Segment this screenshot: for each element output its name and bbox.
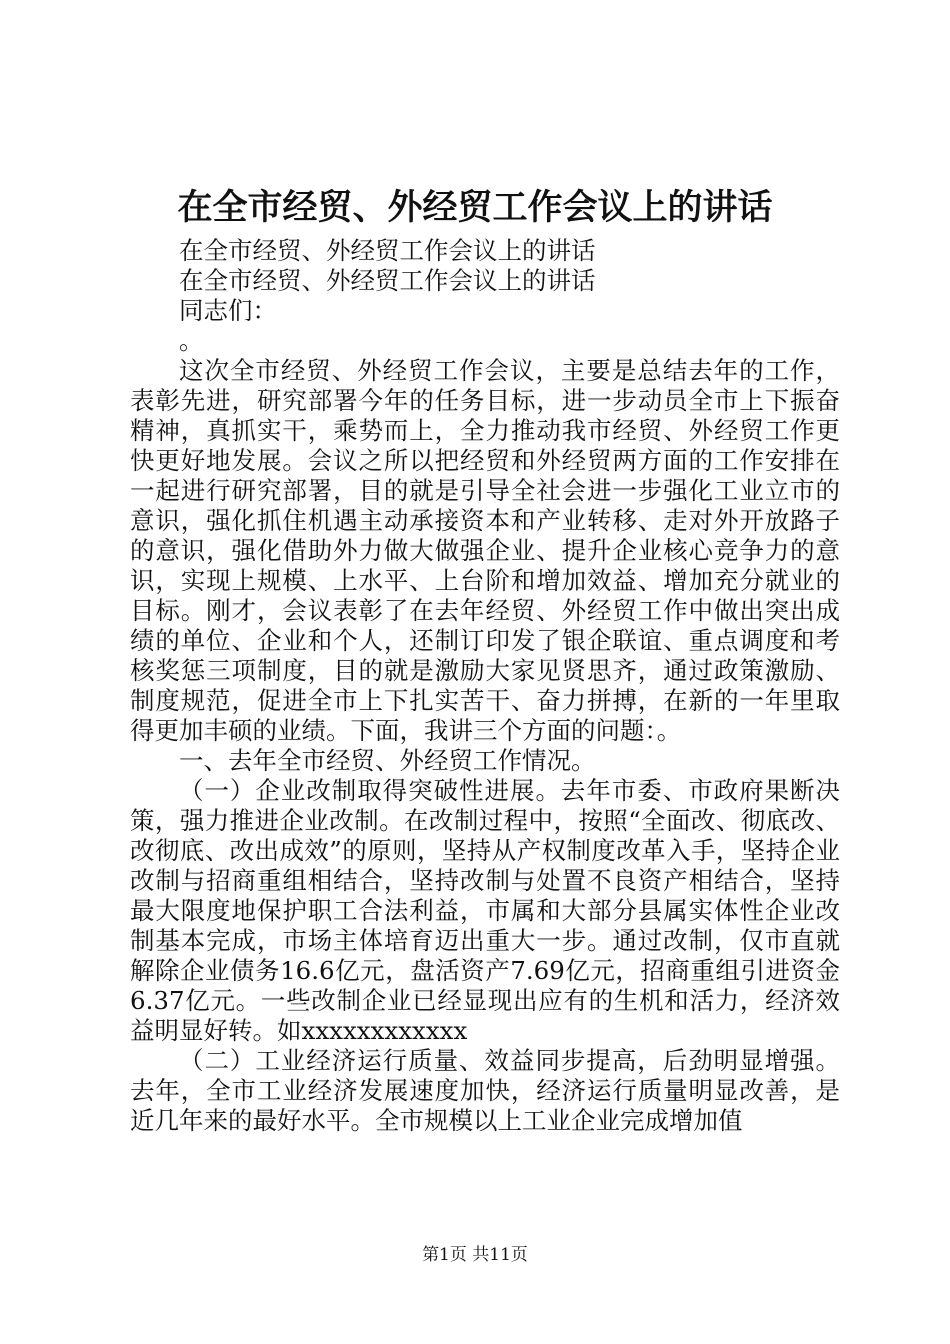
section-heading-1: 一、去年全市经贸、外经贸工作情况。 — [179, 746, 596, 775]
subtitle-line-2: 在全市经贸、外经贸工作会议上的讲话 — [179, 266, 596, 295]
page-number: 第1页 共11页 — [422, 1245, 528, 1265]
paragraph-intro: 这次全市经贸、外经贸工作会议，主要是总结去年的工作，表彰先进，研究部署今年的任务目标，进一步动员全市上下振奋精神，真抓实干，乘势而上，全力推动我市经贸、外经贸工作更快更好地发展。会议之所以把经贸和外经贸两方面的工作安排在一起进行研究部署，目的就是引导全社会进一步强化工业立市的意识，强化抓住机遇主动承接资本和产业转移、走对外开放路子的意识，强化借助外力做大做强企业、提升企业核心竞争力的意识，实现上规模、上水平、上台阶和增加效益、增加充分就业的目标。刚才，会议表彰了在去年经贸、外经贸工作中做出突出成绩的单位、企业和个人，还制订印发了银企联谊、重点调度和考核奖惩三项制度，目的就是激励大家见贤思齐，通过政策激励、制度规范，促进全市上下扎实苦干、奋力拼搏，在新的一年里取得更加丰硕的业绩。下面，我讲三个方面的问题：。 — [130, 356, 840, 745]
subtitle-line-1: 在全市经贸、外经贸工作会议上的讲话 — [179, 236, 596, 265]
paragraph-section-1-2: （二）工业经济运行质量、效益同步提高，后劲明显增强。去年，全市工业经济发展速度加快，经济运行质量明显改善，是近几年来的最好水平。全市规模以上工业企业完成增加值 — [130, 1046, 840, 1135]
document-title: 在全市经贸、外经贸工作会议上的讲话 — [177, 187, 773, 228]
salutation: 同志们： — [179, 296, 277, 325]
document-body — [130, 236, 840, 1136]
dot-line: 。 — [179, 326, 204, 355]
paragraph-section-1-1: （一）企业改制取得突破性进展。去年市委、市政府果断决策，强力推进企业改制。在改制过程中，按照“全面改、彻底改、改彻底、改出成效”的原则，坚持从产权制度改革入手，坚持企业改制与招商重组相结合，坚持改制与处置不良资产相结合，坚持最大限度地保护职工合法利益，市属和大部分县属实体性企业改制基本完成，市场主体培育迈出重大一步。通过改制，仅市直就解除企业债务16.6亿元，盘活资产7.69亿元，招商重组引进资金6.37亿元。一些改制企业已经显现出应有的生机和活力，经济效益明显好转。如xxxxxxxxxxxx — [130, 776, 840, 1045]
